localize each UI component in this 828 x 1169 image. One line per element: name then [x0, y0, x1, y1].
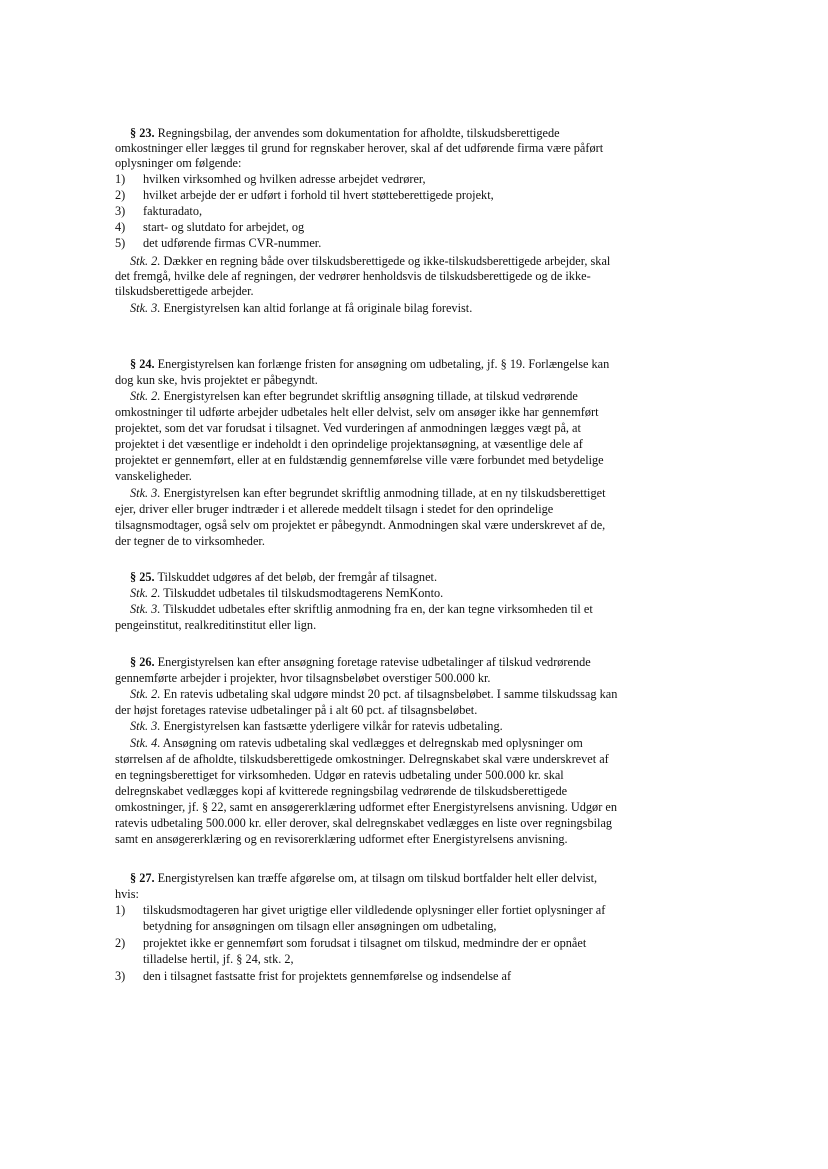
- stk-line: størrelsen af de afholdte, tilskudsberettigede omkostninger. Delregnskabet skal være underskrevet af: [115, 752, 609, 766]
- stk-line: Stk. 2. Dækker en regning både over tilskudsberettigede og ikke-tilskudsberettigede arbejder, skal: [130, 254, 611, 268]
- stk-line: projektet, som det var forudsat i tilsagnet. Ved vurderingen af anmodningen lægges vægt på, at: [115, 421, 581, 435]
- stk-line: pengeinstitut, realkreditinstitut eller lign.: [115, 618, 317, 632]
- stk-line: Stk. 2. Energistyrelsen kan efter begrundet skriftlig ansøgning tillade, at tilskud vedrørende: [130, 389, 578, 403]
- stk-line: der tegner de to virksomheder.: [115, 534, 265, 548]
- paragraph-26-line: § 26. Energistyrelsen kan efter ansøgning foretage ratevise udbetalinger af tilskud vedrørende: [130, 655, 591, 669]
- paragraph-27-line: § 27. Energistyrelsen kan træffe afgørelse om, at tilsagn om tilskud bortfalder helt eller delvist,: [130, 871, 598, 885]
- stk-line: Stk. 2. Tilskuddet udbetales til tilskudsmodtagerens NemKonto.: [130, 586, 444, 600]
- stk-line: samt en ansøgererklæring og en revisorerklæring udformet efter Energistyrelsens anvisning.: [115, 832, 568, 846]
- stk-line: ejer, driver eller bruger indtræder i et allerede meddelt tilsagn i stedet for den oprindelige: [115, 502, 554, 516]
- stk-line: ratevis udbetaling 500.000 kr. eller derover, skal delregnskabet vedlægges en liste over regningsbilag: [115, 816, 613, 830]
- stk-line: Stk. 2. En ratevis udbetaling skal udgøre mindst 20 pct. af tilsagnsbeløbet. I samme tilskudssag kan: [130, 687, 618, 701]
- stk-line: der højst foretages ratevise udbetalinger på i alt 60 pct. af tilsagnsbeløbet.: [115, 703, 478, 717]
- stk-line: Stk. 3. Energistyrelsen kan altid forlange at få originale bilag forevist.: [130, 301, 473, 315]
- paragraph-27-line: hvis:: [115, 887, 139, 901]
- stk-line: tilsagnsmodtager, også selv om projektet er påbegyndt. Anmodningen skal være underskrevet af de,: [115, 518, 606, 532]
- paragraph-23-line: omkostninger eller lægges til grund for regnskaber herover, skal af det udførende firma være påført: [115, 141, 604, 155]
- stk-line: vanskeligheder.: [115, 469, 192, 483]
- stk-line: omkostninger, jf. § 22, samt en ansøgererklæring udformet efter Energistyrelsens anvisning. Udgør en: [115, 800, 617, 814]
- paragraph-24-line: § 24. Energistyrelsen kan forlænge fristen for ansøgning om udbetaling, jf. § 19. Forlængelse kan: [130, 357, 610, 371]
- stk-line: projektet er gennemført, eller at en fuldstændig gennemførelse ville være forbundet med betydelige: [115, 453, 604, 467]
- stk-line: Stk. 3. Tilskuddet udbetales efter skriftlig anmodning fra en, der kan tegne virksomheden til et: [130, 602, 593, 616]
- paragraph-23-line: § 23. Regningsbilag, der anvendes som dokumentation for afholdte, tilskudsberettigede: [130, 126, 560, 140]
- stk-line: Stk. 3. Energistyrelsen kan fastsætte yderligere vilkår for ratevis udbetaling.: [130, 719, 503, 733]
- stk-line: projektet i det væsentlige er indeholdt i den oprindelige projektansøgning, at væsentlige dele af: [115, 437, 583, 451]
- paragraph-23-line: oplysninger om følgende:: [115, 156, 242, 170]
- paragraph-24-line: dog kun ske, hvis projektet er påbegyndt.: [115, 373, 318, 387]
- stk-line: tilskudsberettigede arbejder.: [115, 284, 254, 298]
- document-page: § 23. Regningsbilag, der anvendes som dokumentation for afholdte, tilskudsberettigede omkostninger eller lægges til grund for regnskaber herover, skal af det udførende firma være påført oplysninger om følgende: 1) hvilken virksomhed og hvilken adresse arbejdet vedrører, 2) hvilket arbejde der er udført i forhold til hvert støtteberettigede projekt, 3) fakturadato, 4) start- og slutdato for arbejdet, og 5) det udførende firmas CVR-nummer. Stk. 2. Dækker en regning både over tilskudsberettigede og ikke-tilskudsberettigede arbejder, skal det fremgå, hvilke dele af regningen, der vedrører henholdsvis de tilskudsberettigede og de ikke- tilskudsberettigede arbejder. Stk. 3. Energistyrelsen kan altid forlange at få originale bilag forevist. § 24. Energistyrelsen kan forlænge fristen for ansøgning om udbetaling, jf. § 19. Forlængelse kan dog kun ske, hvis projektet er påbegyndt. Stk. 2. Energistyrelsen kan efter begrundet skriftlig ansøgning tillade, at tilskud vedrørende omkostninger til udførte arbejder udbetales helt eller delvist, selv om ansøger ikke har gennemført projektet, som det var forudsat i tilsagnet. Ved vurderingen af anmodningen lægges vægt på, at projektet i det væsentlige er indeholdt i den oprindelige projektansøgning, at væsentlige dele af projektet er gennemført, eller at en fuldstændig gennemførelse ville være forbundet med betydelige vanskeligheder. Stk. 3. Energistyrelsen kan efter begrundet skriftlig anmodning tillade, at en ny tilskudsberettiget ejer, driver eller bruger indtræder i et allerede meddelt tilsagn i stedet for den oprindelige tilsagnsmodtager, også selv om projektet er påbegyndt. Anmodningen skal være underskrevet af de, der tegner de to virksomheder. § 25. Tilskuddet udgøres af det beløb, der fremgår af tilsagnet. Stk. 2. Tilskuddet udbetales til tilskudsmodtagerens NemKonto. Stk. 3. Tilskuddet udbetales efter skriftlig anmodning fra en, der kan tegne virksomheden til et pengeinstitut, realkreditinstitut eller lign. § 26. Energistyrelsen kan efter ansøgning foretage ratevise udbetalinger af tilskud vedrørende gennemførte arbejder i projekter, hvor tilsagnsbeløbet overstiger 500.000 kr. Stk. 2. En ratevis udbetaling skal udgøre mindst 20 pct. af tilsagnsbeløbet. I samme tilskudssag kan der højst foretages ratevise udbetalinger på i alt 60 pct. af tilsagnsbeløbet. Stk. 3. Energistyrelsen kan fastsætte yderligere vilkår for ratevis udbetaling. Stk. 4. Ansøgning om ratevis udbetaling skal vedlægges et delregnskab med oplysninger om størrelsen af de afholdte, tilskudsberettigede omkostninger. Delregnskabet skal være underskrevet af en tegningsberettiget for virksomheden. Udgør en ratevis udbetaling under 500.000 kr. skal delregnskabet vedlægges kopi af kvitterede regningsbilag vedrørende de tilskudsberettigede omkostninger, jf. § 22, samt en ansøgererklæring udformet efter Energistyrelsens anvisning. Udgør en ratevis udbetaling 500.000 kr. eller derover, skal delregnskabet vedlægges en liste over regningsbilag samt en ansøgererklæring og en revisorerklæring udformet efter Energistyrelsens anvisning. § 27. Energistyrelsen kan træffe afgørelse om, at tilsagn om tilskud bortfalder helt eller delvist, hvis: 1) tilskudsmodtageren har givet urigtige eller vildledende oplysninger eller fortiet oplysninger af betydning for ansøgningen om tilsagn eller ansøgningen om udbetaling, 2) projektet ikke er gennemført som forudsat i tilsagnet om tilskud, medmindre der er opnået tilladelse hertil, jf. § 24, stk. 2, 3) den i tilsagnet fastsatte frist for projektets gennemførelse og indsendelse af: [0, 0, 828, 1169]
- stk-line: Stk. 3. Energistyrelsen kan efter begrundet skriftlig anmodning tillade, at en ny tilskudsberettiget: [130, 486, 606, 500]
- paragraph-26-line: gennemførte arbejder i projekter, hvor tilsagnsbeløbet overstiger 500.000 kr.: [115, 671, 491, 685]
- stk-line: det fremgå, hvilke dele af regningen, der vedrører henholdsvis de tilskudsberettigede og de ikke-: [115, 269, 591, 283]
- stk-line: Stk. 4. Ansøgning om ratevis udbetaling skal vedlægges et delregnskab med oplysninger om: [130, 736, 583, 750]
- stk-line: omkostninger til udførte arbejder udbetales helt eller delvist, selv om ansøger ikke har gennemført: [115, 405, 599, 419]
- paragraph-25-line: § 25. Tilskuddet udgøres af det beløb, der fremgår af tilsagnet.: [130, 570, 438, 584]
- stk-line: delregnskabet vedlægges kopi af kvitterede regningsbilag vedrørende de tilskudsberettigede: [115, 784, 568, 798]
- stk-line: en tegningsberettiget for virksomheden. Udgør en ratevis udbetaling under 500.000 kr. skal: [115, 768, 564, 782]
